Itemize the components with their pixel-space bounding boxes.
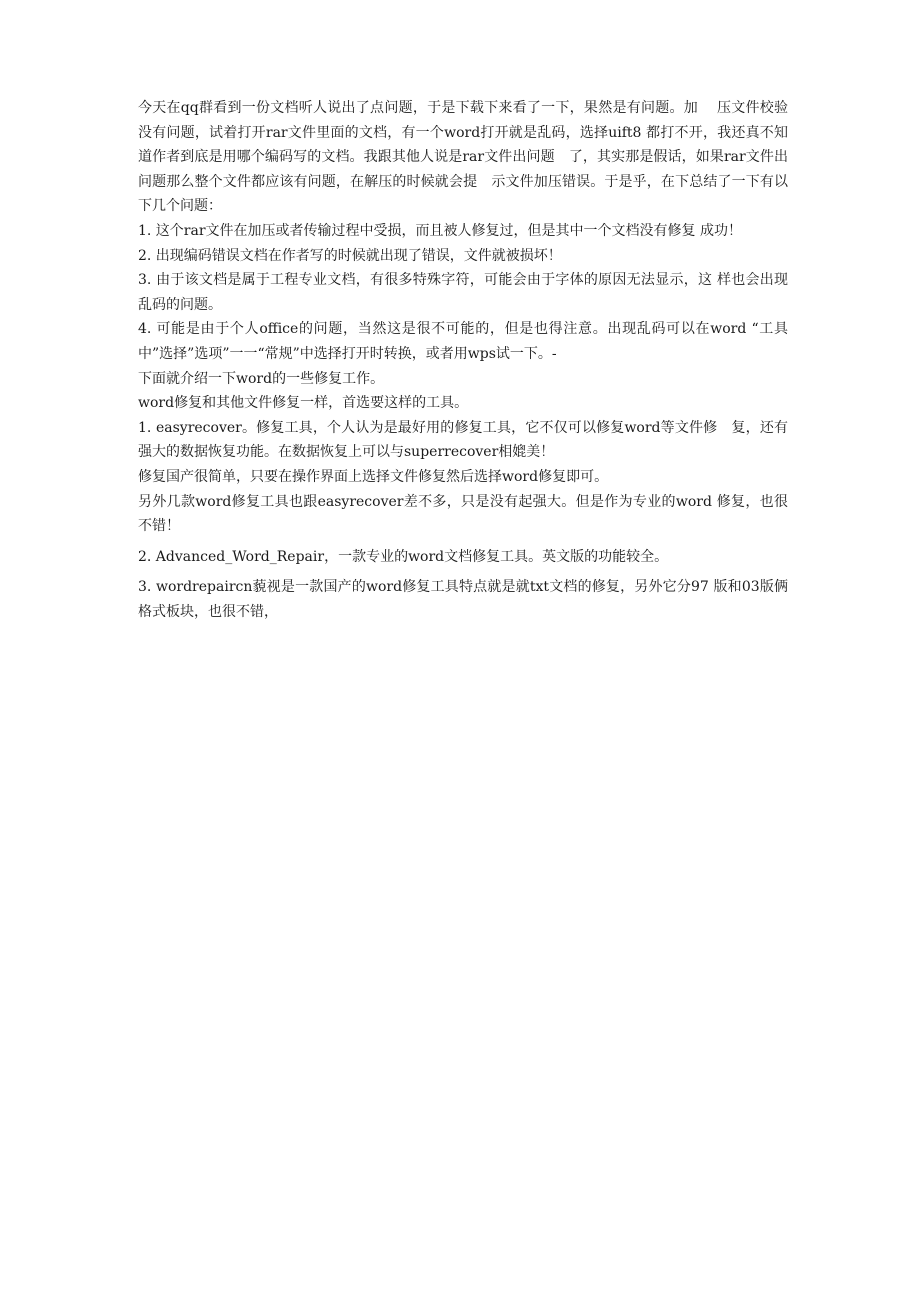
problem-item-3: 3. 由于该文档是属于工程专业文档，有很多特殊字符，可能会由于字体的原因无法显示，这 样也会出现乱码的问题。 — [138, 272, 788, 313]
tool-item-3: 3. wordrepaircn藐视是一款国产的word修复工具特点就是就txt文档的修复，另外它分97 版和03版俩格式板块，也很不错， — [138, 579, 788, 620]
tool-usage-line: 修复国产很简单，只要在操作界面上选择文件修复然后选择word修复即可。 — [138, 468, 609, 485]
document-body — [138, 96, 788, 624]
tool-item-2: 2. Advanced_Word_Repair，一款专业的word文档修复工具。英文版的功能较全。 — [138, 548, 669, 565]
other-tools-line: 另外几款word修复工具也跟easyrecover差不多，只是没有起强大。但是作为专业的word 修复，也很不错！ — [138, 493, 788, 535]
problem-item-1: 1. 这个rar文件在加压或者传输过程中受损，而且被人修复过，但是其中一个文档没有修复 成功！ — [138, 222, 742, 239]
tool-item-1: 1. easyrecover。修复工具，个人认为是最好用的修复工具，它不仅可以修复word等文件修 复，还有强大的数据恢复功能。在数据恢复上可以与superrecover相媲美！ — [138, 419, 788, 461]
problem-item-2: 2. 出现编码错误文档在作者写的时候就出现了错误，文件就被损坏！ — [138, 247, 562, 264]
problem-item-4: 4. 可能是由于个人office的问题，当然这是很不可能的，但是也得注意。出现乱码可以在word “工具中”选择”选项”一一“常规”中选择打开时转换，或者用wps试一下。- — [138, 321, 788, 362]
repair-tools-line: word修复和其他文件修复一样，首选要这样的工具。 — [138, 395, 469, 412]
intro-paragraph: 今天在qq群看到一份文档听人说出了点问题，于是下载下来看了一下，果然是有问题。加 压文件校验没有问题，试着打开rar文件里面的文档，有一个word打开就是乱码，选择uift8 都打不开，我还真不知道作者到底是用哪个编码写的文档。我跟其他人说是rar文件出问题 了，其实那是假话，如果rar文件出问题那么整个文件都应该有问题，在解压的时候就会提 示文件加压错误。于是乎，在下总结了一下有以下几个问题： — [138, 100, 788, 215]
repair-intro-line: 下面就介绍一下word的一些修复工作。 — [138, 370, 385, 387]
